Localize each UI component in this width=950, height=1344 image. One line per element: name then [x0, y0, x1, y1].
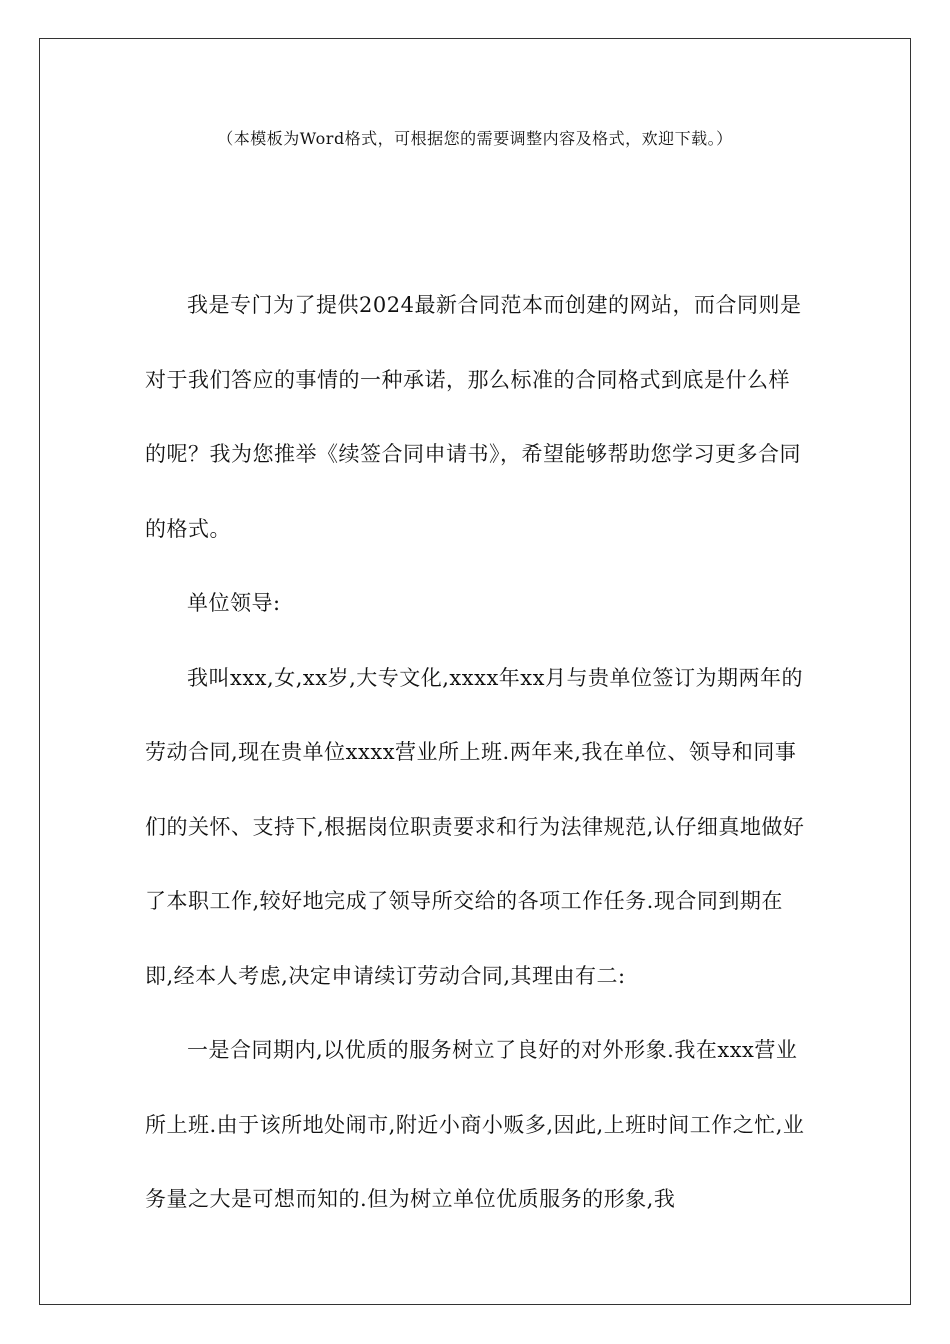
- document-body: [145, 268, 810, 1237]
- applicant-paragraph: 我叫xxx,女,xx岁,大专文化,xxxx年xx月与贵单位签订为期两年的劳动合同,现在贵单位xxxx营业所上班.两年来,我在单位、领导和同事们的关怀、支持下,根据岗位职责要求和行为法律规范,认仔细真地做好了本职工作,较好地完成了领导所交给的各项工作任务.现合同到期在即,经本人考虑,决定申请续订劳动合同,其理由有二:: [145, 665, 805, 988]
- intro-paragraph: 我是专门为了提供2024最新合同范本而创建的网站，而合同则是对于我们答应的事情的一种承诺，那么标准的合同格式到底是什么样的呢？我为您推举《续签合同申请书》，希望能够帮助您学习更多合同的格式。: [145, 293, 802, 541]
- reason-one-paragraph: 一是合同期内,以优质的服务树立了良好的对外形象.我在xxx营业所上班.由于该所地处闹市,附近小商小贩多,因此,上班时间工作之忙,业务量之大是可想而知的.但为树立单位优质服务的形象,我: [145, 1038, 805, 1211]
- salutation: 单位领导:: [187, 591, 281, 615]
- template-note: （本模板为Word格式，可根据您的需要调整内容及格式，欢迎下载。）: [217, 129, 733, 148]
